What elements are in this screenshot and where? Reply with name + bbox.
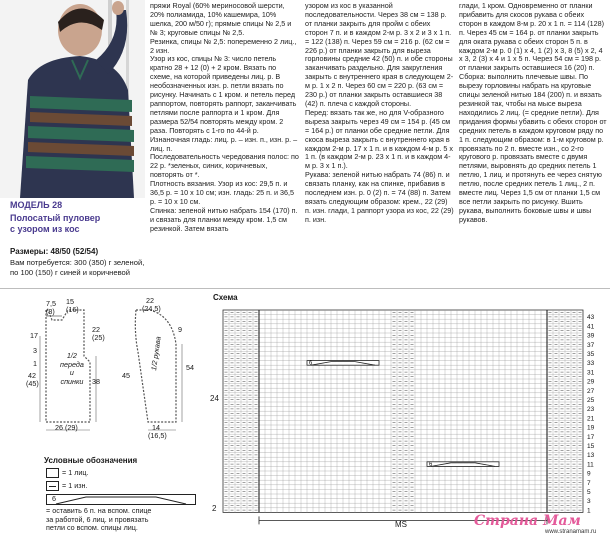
row-number-label: 31 bbox=[587, 369, 595, 377]
measure-sleeve-top: 22 bbox=[146, 296, 154, 305]
measure-armhole-alt: (25) bbox=[92, 333, 105, 342]
legend-knit-text: = 1 лиц. bbox=[62, 468, 89, 477]
row-number-label: 43 bbox=[587, 314, 595, 322]
legend-cable-symbol bbox=[46, 494, 196, 506]
instructions-column-2: узором из кос в указанной последовательности. Через 38 см = 138 р. от планки закрыть для пройм с обеих сторон 7 п. и в каждом 2-м р. 3 х 2 и 3 х 1 п. = 122 (138) п. Через 59 см = 216 р. (62 см = 226 р.) от планки закрыть для выреза горловины средние 42 (50) п. и обе стороны заканчивать раздельно. Для закругления закрыть с внутреннего края в следующем 2-м р. 1 х 2 п. Через 60 см = 220 р. (63 см = 230 р.) от планки закрыть оставшиеся 38 (42) п. плеча с каждой стороны. Перед: вязать так же, но для V-образного выреза закрыть через 49 см = 154 р. (45 см = 164 р.) от планки обе средние петли. Для скоса выреза закрыть с внутреннего края в каждом 2-м р. 17 х 1 п. и в каждом 4-м р. 5 х 1 п. (в каждом 2-м р. 23 х 1 п. и в каждом 4-м р. 3 х 1 п.). Рукава: зеленой нитью набрать 74 (86) п. и связать планку, как на спинке, прибавив в последнем изн. р. 0 (2) п. = 74 (88) п. Затем вязать следующим образом: крем., 22 (29) п. изн. глади, 1 раппорт узора из кос, 22 (29) п. изн. bbox=[305, 2, 454, 224]
row-number-label: 29 bbox=[587, 378, 595, 386]
measure-sleeve-total: 54 bbox=[186, 363, 194, 372]
measure-sleeve-top-alt: (24,5) bbox=[142, 304, 161, 313]
row-number-label: 39 bbox=[587, 332, 595, 340]
row-number-label: 5 bbox=[587, 489, 591, 496]
row-number-label: 9 bbox=[587, 470, 591, 478]
knitting-chart bbox=[205, 300, 610, 530]
materials-line: Вам потребуется: 300 (350) г зеленой, по 100 (150) г синей и коричневой bbox=[10, 258, 145, 277]
measure-neck: 15 bbox=[66, 297, 74, 306]
measure-sleeve-length: 45 bbox=[122, 371, 130, 380]
row-number-label: 25 bbox=[587, 397, 595, 404]
measure-1: 1 bbox=[33, 359, 37, 368]
watermark-site: Страна Мам bbox=[474, 513, 581, 529]
measure-width: 26 (29) bbox=[55, 423, 78, 432]
row-number-label: 27 bbox=[587, 387, 595, 395]
row-number-label: 1 bbox=[587, 507, 591, 515]
legend-knit-symbol bbox=[46, 468, 59, 478]
row-number-label: 19 bbox=[587, 424, 595, 432]
measure-height-alt: (45) bbox=[26, 379, 39, 388]
instructions-column-3: глади, 1 кром. Одновременно от планки прибавить для скосов рукава с обеих сторон в каждом 8-м р. 20 х 1 п. = 114 (128) п. Через 45 см = 164 р. от планки закрыть для оката рукава с обеих сторон 5 п. в каждом 2-м р. 0 (1) х 4, 1 (2) х 3, 8 (5) х 2, 4 х 3, 2 (3) х 4 и 1 х 5 п. Через 54 см = 198 р. от планки закрыть оставшиеся 16 (20) п. Сборка: выполнить плечевые швы. По вырезу горловины набрать на круговые спицы зеленой нитью 184 (200) п. и вязать резинкой так, чтобы на мысе выреза находились 2 лиц. (= средние петли). Для придания формы убавить с обеих сторон от средних петель в каждом круговом ряду по 1 п. следующим образом: в 1-м круговом р. провязать по 2 п. вместе изн., со 2-го кругового р. провязать вместе с двумя петлями, выровнять до средних петель 1 петлю, 1 лиц. и протянуть ее через снятую петлю, после средних петель 1 лиц., 2 п. вместе лиц. Через 1,5 см от планки 1,5 см все петли закрыть по рисунку. Вшить рукава, выполнить боковые швы и швы рукавов. bbox=[459, 2, 607, 224]
measure-shoulder: 7,5 bbox=[46, 299, 56, 308]
row-number-label: 23 bbox=[587, 406, 595, 414]
row-label-2: 2 bbox=[212, 504, 217, 513]
instructions-column-1: пряжи Royal (60% мериносовой шерсти, 20% полиамида, 10% кашемира, 10% шелка, 200 м/50 г); прямые спицы № 2,5 и № 3; круговые спицы № 2,5. Резинка, спицы № 2,5: попеременно 2 лиц., 2 изн. Узор из кос, спицы № 3: число петель кратно 28 + 12 (0) + 2 кром. Вязать по схеме, на которой приведены лиц. р. В необозначенных изн. р. петли вязать по рисунку. Начинать с 1 кром. и петель перед раппортом, повторять раппорт, заканчивать петлями после раппорта и 1 кром. Для размера 52/54 повторять между кром. 2 раза. Повторять с 1-го по 44-й р. Изнаночная гладь: лиц. р. – изн. п., изн. р. – лиц. п. Последовательность чередования полос: по 22 р. *зеленых, синих, коричневых, повторять от *. Плотность вязания. Узор из кос: 29,5 п. и 36,5 р. = 10 х 10 см; изн. гладь: 25 п. и 36,5 р. = 10 х 10 см. Спинка: зеленой нитью набрать 154 (170) п. и связать для планки между кром. 1,5 см резинкой. Затем вязать bbox=[150, 2, 299, 233]
row-number-label: 11 bbox=[587, 461, 594, 469]
model-photo-illustration bbox=[0, 0, 145, 198]
legend-purl-text: = 1 изн. bbox=[62, 481, 88, 490]
model-title: Полосатый пуловер с узором из кос bbox=[10, 213, 101, 234]
measure-17: 17 bbox=[30, 331, 38, 340]
row-label-24: 24 bbox=[210, 394, 219, 403]
row-number-label: 3 bbox=[587, 498, 591, 506]
row-number-label: 37 bbox=[587, 341, 595, 349]
section-divider bbox=[0, 288, 610, 289]
front-back-label: 1/2 переда и спинки bbox=[60, 351, 84, 386]
legend-title: Условные обозначения bbox=[44, 456, 138, 465]
measure-armhole: 22 bbox=[92, 325, 100, 334]
measure-neck-alt: (16) bbox=[66, 305, 79, 314]
measure-3: 3 bbox=[33, 346, 37, 355]
row-number-label: 21 bbox=[587, 415, 595, 423]
legend-cable-text: = оставить 6 п. на вспом. спице за работой, 6 лиц. и провязать петли со вспом. спицы лиц. bbox=[46, 506, 152, 532]
measure-height: 42 bbox=[28, 371, 36, 380]
measure-cuff: 14 bbox=[152, 423, 160, 432]
row-number-label: 41 bbox=[587, 323, 595, 331]
sleeve-label: 1/2 рукава bbox=[149, 335, 163, 372]
measure-side: 38 bbox=[92, 377, 100, 386]
row-number-label: 33 bbox=[587, 360, 595, 368]
row-number-label: 13 bbox=[587, 452, 595, 460]
legend-cable-number: 6 bbox=[52, 494, 56, 503]
measure-shoulder-alt: (8) bbox=[46, 307, 55, 316]
row-number-label: 17 bbox=[587, 433, 595, 441]
row-number-label: 7 bbox=[587, 479, 591, 487]
watermark-url: www.stranamam.ru bbox=[545, 529, 597, 535]
model-photo bbox=[0, 0, 145, 198]
ms-label: MS bbox=[395, 520, 407, 529]
model-number: МОДЕЛЬ 28 bbox=[10, 200, 63, 210]
sizes-line: Размеры: 48/50 (52/54) bbox=[10, 247, 99, 256]
measure-cuff-alt: (16,5) bbox=[148, 431, 167, 440]
pattern-pieces-diagram bbox=[0, 292, 205, 442]
cable-right-number: 6 bbox=[429, 461, 433, 468]
row-number-label: 35 bbox=[587, 351, 595, 358]
schema-title: Схема bbox=[213, 293, 238, 302]
row-number-label: 15 bbox=[587, 443, 595, 450]
measure-sleeve-cap: 9 bbox=[178, 325, 182, 334]
legend-purl-symbol bbox=[46, 481, 59, 491]
cable-left-number: 6 bbox=[309, 360, 313, 367]
